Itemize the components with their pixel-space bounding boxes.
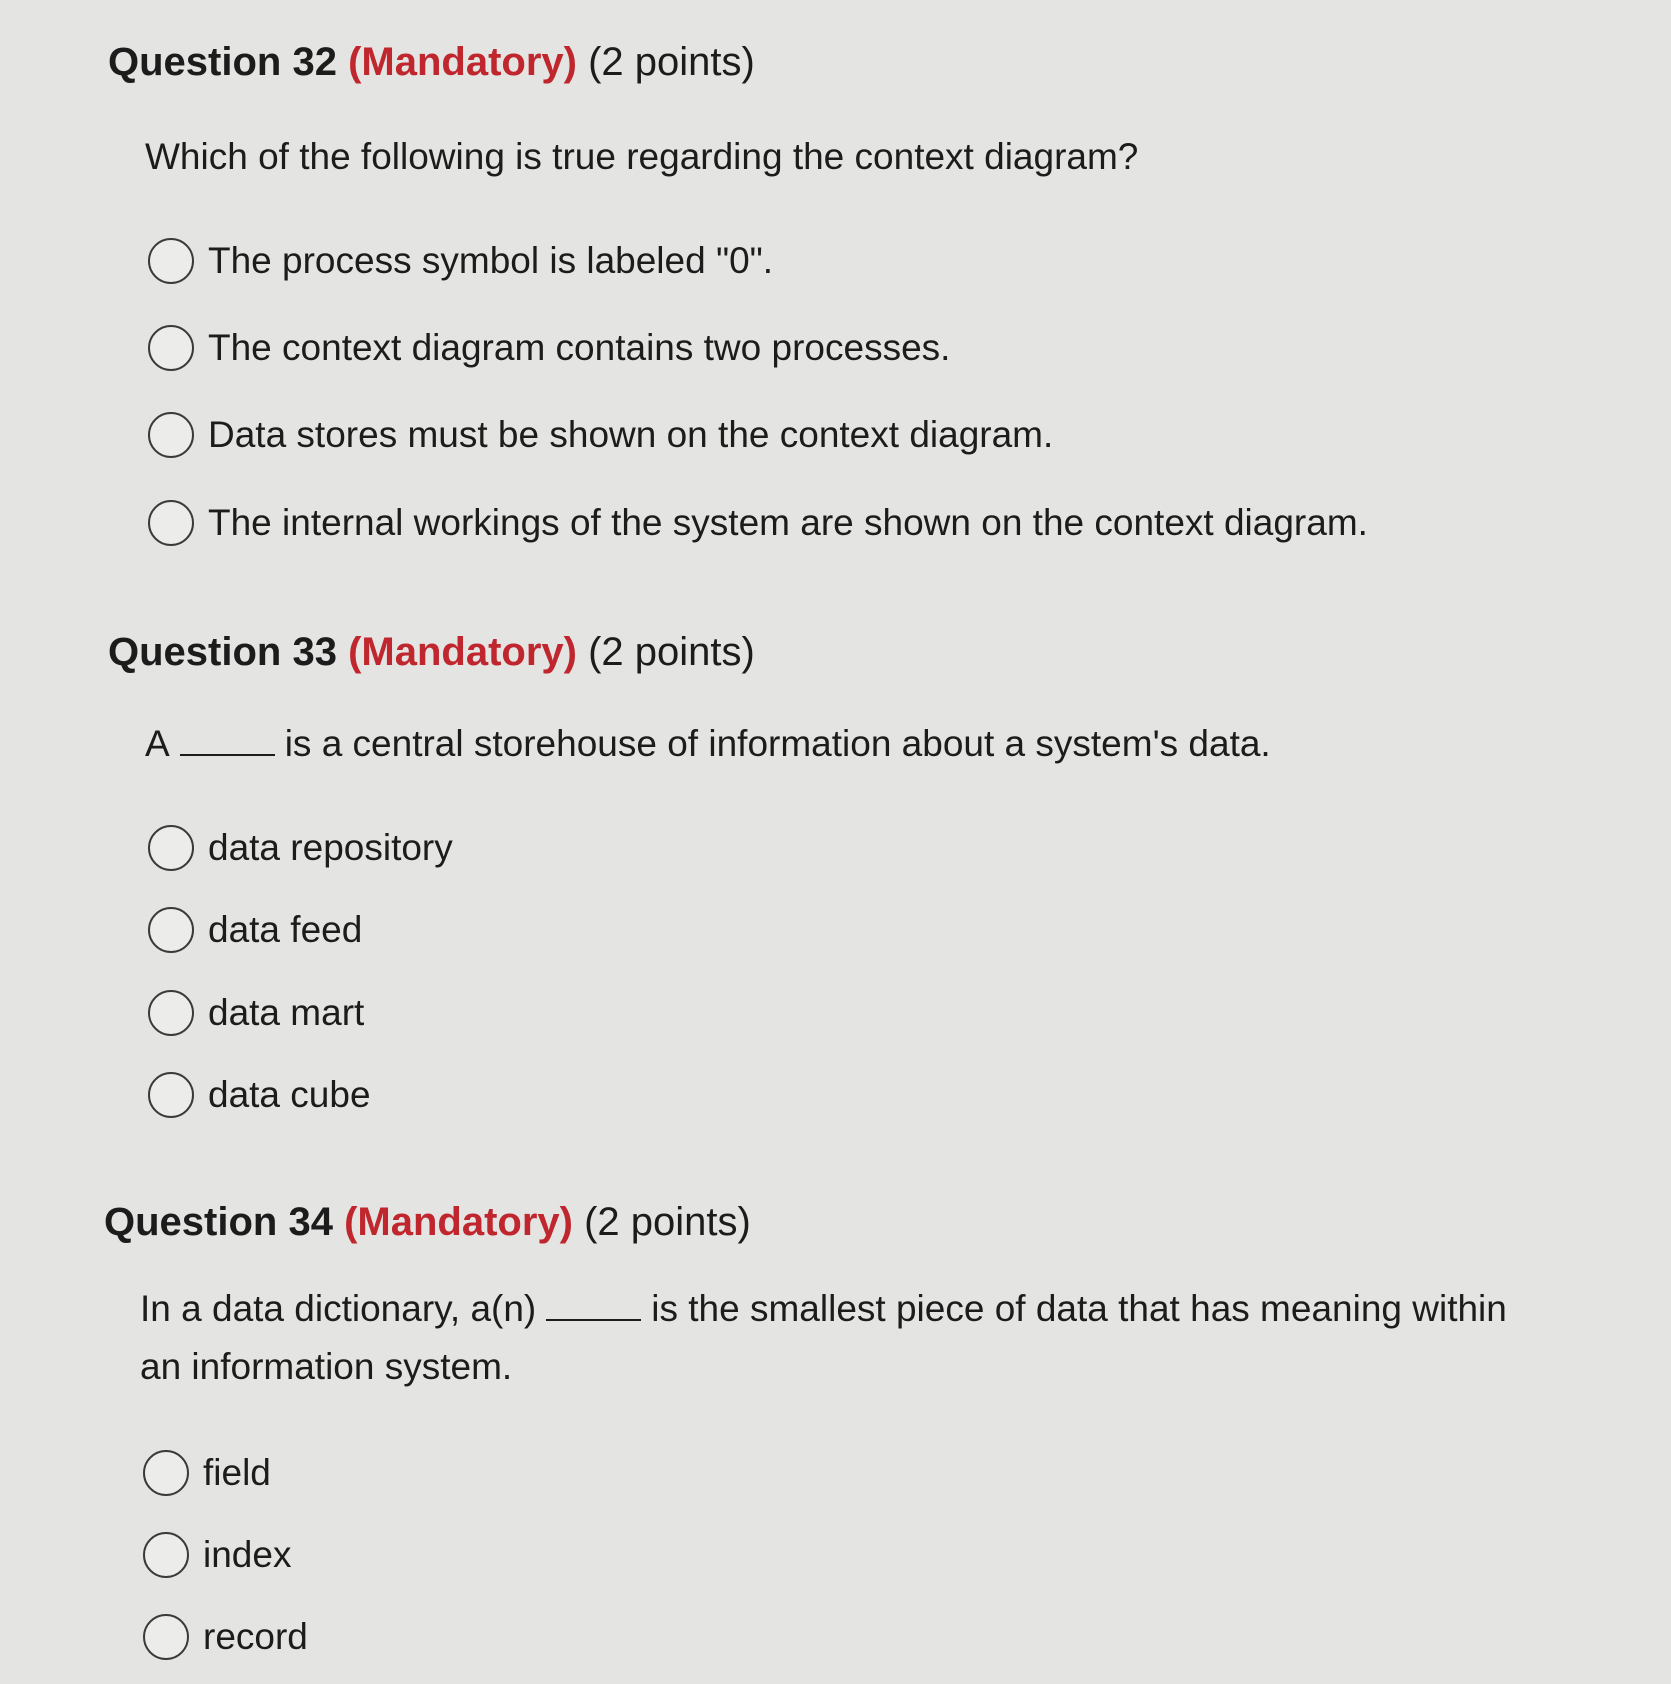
prompt-line-1: [140, 1280, 1507, 1338]
radio-button[interactable]: [148, 500, 194, 546]
fill-in-blank: [180, 724, 275, 756]
fill-in-blank: [546, 1289, 641, 1321]
option-label: Data stores must be shown on the context diagram.: [208, 414, 1054, 455]
option-label: The internal workings of the system are shown on the context diagram.: [208, 502, 1368, 543]
radio-button[interactable]: [148, 412, 194, 458]
option-label: The context diagram contains two processes.: [208, 327, 951, 368]
question-number: Question 32: [108, 40, 337, 84]
radio-button[interactable]: [148, 990, 194, 1036]
question-32-prompt: Which of the following is true regarding the context diagram?: [145, 136, 1139, 177]
prompt-text: is a central storehouse of information about a system's data.: [284, 723, 1271, 764]
points-label: (2 points): [588, 40, 755, 84]
radio-button[interactable]: [148, 907, 194, 953]
question-number: Question 34: [104, 1200, 333, 1244]
question-33-title: [108, 630, 755, 675]
q34-option-3[interactable]: [143, 1614, 308, 1660]
mandatory-label: (Mandatory): [348, 630, 577, 674]
prompt-text: A: [145, 723, 170, 764]
option-label: data feed: [208, 909, 363, 950]
q33-option-2[interactable]: [148, 907, 362, 953]
q33-option-3[interactable]: [148, 990, 364, 1036]
points-label: (2 points): [584, 1200, 751, 1244]
radio-button[interactable]: [143, 1532, 189, 1578]
radio-button[interactable]: [148, 825, 194, 871]
question-34-prompt: [140, 1280, 1507, 1396]
radio-button[interactable]: [143, 1614, 189, 1660]
option-label: field: [203, 1452, 271, 1493]
q33-option-4[interactable]: [148, 1072, 371, 1118]
q33-option-1[interactable]: [148, 825, 453, 871]
question-34-title: [104, 1200, 751, 1245]
q32-option-1[interactable]: [148, 238, 773, 284]
q34-option-1[interactable]: [143, 1450, 271, 1496]
option-label: The process symbol is labeled "0".: [208, 240, 774, 281]
radio-button[interactable]: [148, 325, 194, 371]
radio-button[interactable]: [148, 238, 194, 284]
q32-option-2[interactable]: [148, 325, 950, 371]
prompt-text: In a data dictionary, a(n): [140, 1288, 537, 1329]
radio-button[interactable]: [148, 1072, 194, 1118]
option-label: data mart: [208, 992, 365, 1033]
option-label: record: [203, 1616, 308, 1657]
question-number: Question 33: [108, 630, 337, 674]
points-label: (2 points): [588, 630, 755, 674]
q34-option-2[interactable]: [143, 1532, 291, 1578]
q32-option-4[interactable]: [148, 500, 1368, 546]
mandatory-label: (Mandatory): [348, 40, 577, 84]
prompt-text: is the smallest piece of data that has meaning within: [651, 1288, 1507, 1329]
option-label: data repository: [208, 827, 453, 868]
radio-button[interactable]: [143, 1450, 189, 1496]
q32-option-3[interactable]: [148, 412, 1053, 458]
mandatory-label: (Mandatory): [344, 1200, 573, 1244]
prompt-line-2: an information system.: [140, 1346, 513, 1387]
option-label: index: [203, 1534, 292, 1575]
question-32-title: [108, 40, 755, 85]
option-label: data cube: [208, 1074, 371, 1115]
question-33-prompt: [145, 715, 1271, 773]
